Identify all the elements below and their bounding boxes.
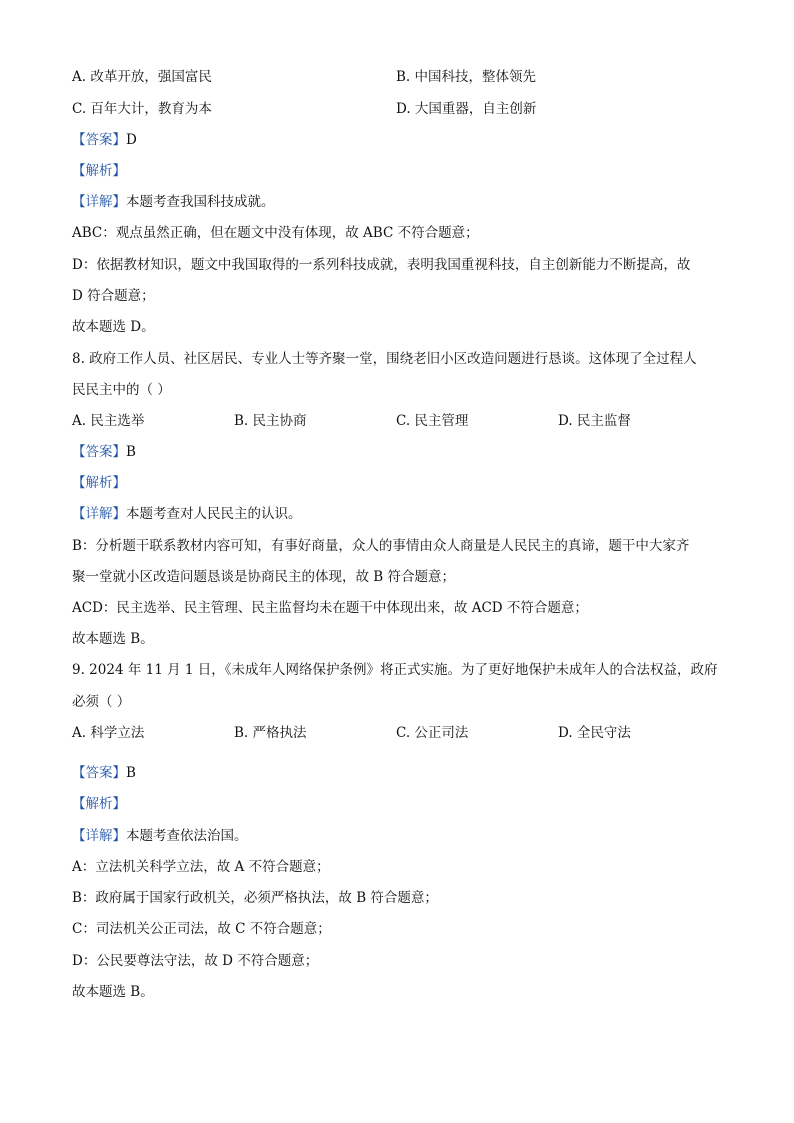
detail-text: 本题考查我国科技成就。 xyxy=(126,194,275,210)
q9-line-2: B：政府属于国家行政机关，必须严格执法，故 B 符合题意； xyxy=(72,890,438,906)
answer-tag: 【答案】 xyxy=(72,765,126,781)
q7-line-4: 故本题选 D。 xyxy=(72,319,155,335)
answer-value: B xyxy=(126,765,136,781)
detail-tag: 【详解】 xyxy=(72,506,126,522)
q9-line-3: C：司法机关公正司法，故 C 不符合题意； xyxy=(72,921,331,937)
q9-line-4: D：公民要尊法守法，故 D 不符合题意； xyxy=(72,953,319,969)
q9-line-1: A：立法机关科学立法，故 A 不符合题意； xyxy=(72,859,330,875)
q7-answer xyxy=(72,131,137,149)
answer-tag: 【答案】 xyxy=(72,132,126,148)
detail-text: 本题考查对人民民主的认识。 xyxy=(126,506,302,522)
answer-value: B xyxy=(126,444,136,460)
q9-option-c: C. 公正司法 xyxy=(396,725,469,741)
detail-text: 本题考查依法治国。 xyxy=(126,828,248,844)
q7-analysis-tag xyxy=(72,162,126,180)
q8-analysis-tag xyxy=(72,474,126,492)
q8-option-b: B. 民主协商 xyxy=(234,413,307,429)
q9-option-a: A. 科学立法 xyxy=(72,725,145,741)
q7-option-c: C. 百年大计，教育为本 xyxy=(72,101,212,117)
q7-line-3: D 符合题意； xyxy=(72,288,155,304)
q8-stem-line-1: 8. 政府工作人员、社区居民、专业人士等齐聚一堂，围绕老旧小区改造问题进行恳谈。这体现了全过程人 xyxy=(72,351,697,367)
q9-option-d: D. 全民守法 xyxy=(558,725,631,741)
q7-option-a: A. 改革开放，强国富民 xyxy=(72,69,212,85)
q9-analysis-tag xyxy=(72,795,126,813)
answer-value: D xyxy=(126,132,137,148)
q9-option-b: B. 严格执法 xyxy=(234,725,307,741)
q8-answer xyxy=(72,443,136,461)
q8-option-d: D. 民主监督 xyxy=(558,413,631,429)
q8-line-3: ACD：民主选举、民主管理、民主监督均未在题干中体现出来，故 ACD 不符合题意； xyxy=(72,600,588,616)
answer-tag: 【答案】 xyxy=(72,444,126,460)
q8-option-c: C. 民主管理 xyxy=(396,413,469,429)
q9-line-5: 故本题选 B。 xyxy=(72,984,154,1000)
q7-option-b: B. 中国科技，整体领先 xyxy=(396,69,537,85)
q8-stem-line-2: 民民主中的（ ） xyxy=(72,382,171,398)
q9-answer xyxy=(72,764,136,782)
q9-stem-line-2: 必须（ ） xyxy=(72,694,131,710)
analysis-tag: 【解析】 xyxy=(72,163,126,179)
analysis-tag: 【解析】 xyxy=(72,796,126,812)
q9-detail xyxy=(72,827,248,845)
detail-tag: 【详解】 xyxy=(72,828,126,844)
q8-detail xyxy=(72,505,302,523)
q9-stem-line-1: 9. 2024 年 11 月 1 日，《未成年人网络保护条例》将正式实施。为了更好地保护未成年人的合法权益，政府 xyxy=(72,662,718,678)
q7-detail xyxy=(72,193,275,211)
analysis-tag: 【解析】 xyxy=(72,475,126,491)
q7-option-d: D. 大国重器，自主创新 xyxy=(396,101,537,117)
detail-tag: 【详解】 xyxy=(72,194,126,210)
q7-line-2: D：依据教材知识，题文中我国取得的一系列科技成就，表明我国重视科技，自主创新能力不断提高，故 xyxy=(72,257,691,273)
q8-option-a: A. 民主选举 xyxy=(72,413,145,429)
q8-line-2: 聚一堂就小区改造问题恳谈是协商民主的体现，故 B 符合题意； xyxy=(72,569,456,585)
q7-line-1: ABC：观点虽然正确，但在题文中没有体现，故 ABC 不符合题意； xyxy=(72,225,479,241)
q8-line-1: B：分析题干联系教材内容可知，有事好商量，众人的事情由众人商量是人民民主的真谛，题干中大家齐 xyxy=(72,538,690,554)
q8-line-4: 故本题选 B。 xyxy=(72,631,154,647)
